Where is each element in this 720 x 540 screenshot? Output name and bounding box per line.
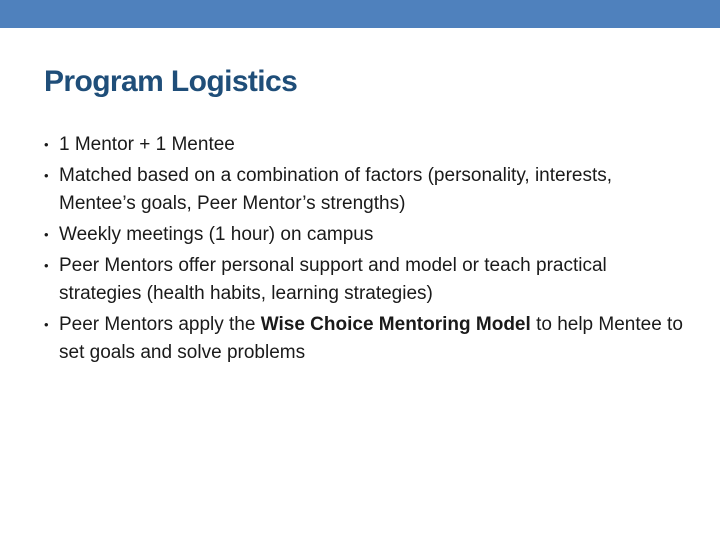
bullet-dot-icon: •: [44, 227, 49, 242]
slide-title: Program Logistics: [44, 65, 298, 98]
bullet-item: [44, 162, 694, 218]
bullet-dot-icon: •: [44, 168, 49, 183]
bullet-text: Matched based on a combination of factors (personality, interests, Mentee’s goals, Peer Mentor’s strengths): [59, 165, 613, 214]
bullet-text: [59, 314, 683, 363]
top-accent-bar: [0, 0, 720, 28]
bullet-text: 1 Mentor + 1 Mentee: [59, 134, 235, 155]
model-name-emphasis: Wise Choice Mentoring Model: [260, 314, 531, 335]
bullet-text: Weekly meetings (1 hour) on campus: [59, 224, 374, 245]
bullet-text-part: to help Mentee to set goals and solve problems: [59, 314, 683, 363]
bullet-item: [44, 221, 694, 249]
bullet-text: Peer Mentors offer personal support and model or teach practical strategies (health habits, learning strategies): [59, 255, 607, 304]
bullet-text-part: Peer Mentors apply the: [59, 314, 261, 335]
bullet-item: [44, 311, 694, 367]
bullet-item: [44, 252, 694, 308]
bullet-dot-icon: •: [44, 317, 49, 332]
bullet-dot-icon: •: [44, 137, 49, 152]
bullet-dot-icon: •: [44, 258, 49, 273]
bullet-item: [44, 131, 694, 159]
bullet-list: [44, 131, 694, 370]
